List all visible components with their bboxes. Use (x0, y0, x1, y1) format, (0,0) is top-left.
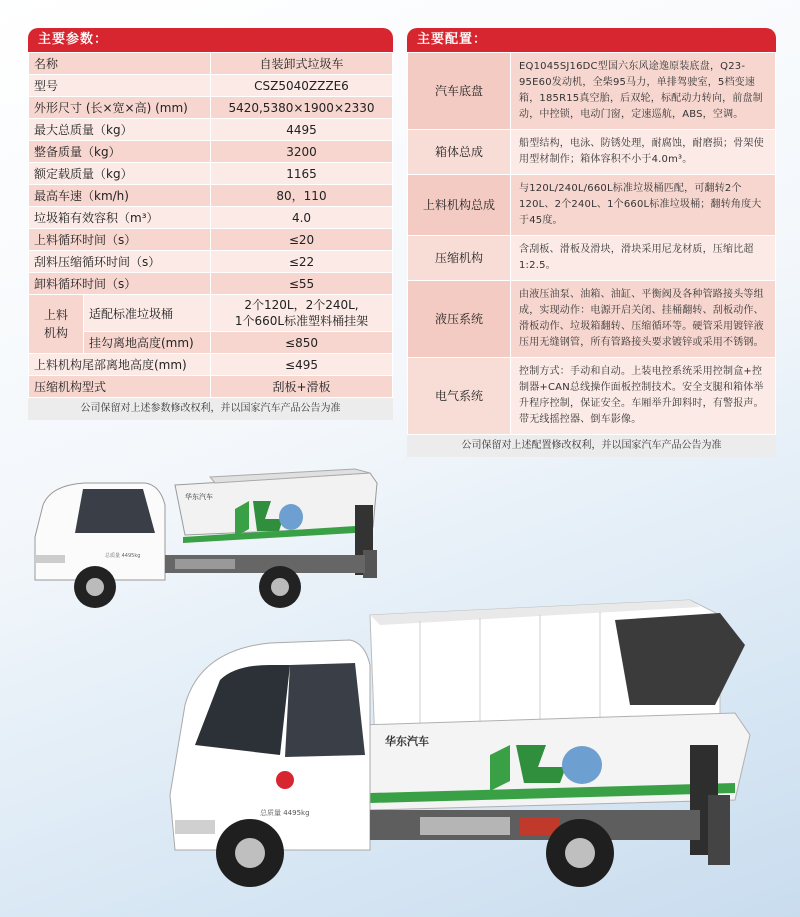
parameter-group-label (29, 295, 84, 354)
truck-main-weight: 总质量 4495kg (260, 809, 310, 817)
config-name: 上料机构总成 (408, 175, 511, 236)
parameter-value: 4495 (211, 119, 393, 141)
config-row (408, 236, 776, 281)
parameter-row (29, 185, 393, 207)
parameters-note: 公司保留对上述参数修改权利，并以国家汽车产品公告为准 (28, 398, 393, 420)
config-row (408, 358, 776, 435)
parameter-value (211, 295, 393, 332)
parameter-row (29, 207, 393, 229)
parameter-label: 额定载质量（kg） (29, 163, 211, 185)
parameters-header: 主要参数： (28, 28, 393, 52)
config-description: 含刮板、滑板及滑块，滑块采用尼龙材质，压缩比超1:2.5。 (511, 236, 776, 281)
configuration-header: 主要配置： (407, 28, 776, 52)
parameter-value: ≤55 (211, 273, 393, 295)
configuration-note: 公司保留对上述配置修改权利，并以国家汽车产品公告为准 (407, 435, 776, 457)
parameter-label: 最大总质量（kg） (29, 119, 211, 141)
configuration-panel (407, 28, 776, 457)
parameter-row (29, 163, 393, 185)
parameter-label: 卸料循环时间（s） (29, 273, 211, 295)
parameter-row (29, 354, 393, 376)
parameter-value: ≤22 (211, 251, 393, 273)
parameter-value: 3200 (211, 141, 393, 163)
parameter-row (29, 229, 393, 251)
parameter-value: ≤20 (211, 229, 393, 251)
config-description: 控制方式：手动和自动。上装电控系统采用控制盒+控制器+CAN总线操作面板控制技术。安全支腿和箱体举升程序控制，保证安全。车厢举升卸料时，有警报声。带无线摇控器、倒车影像。 (511, 358, 776, 435)
parameter-label: 上料循环时间（s） (29, 229, 211, 251)
parameter-row (29, 53, 393, 75)
parameter-label: 适配标准垃圾桶 (84, 295, 211, 332)
parameter-label: 上料机构尾部离地高度(mm) (29, 354, 211, 376)
parameter-label: 型号 (29, 75, 211, 97)
parameter-row (29, 332, 393, 354)
parameter-value: 1165 (211, 163, 393, 185)
config-name: 电气系统 (408, 358, 511, 435)
config-name: 汽车底盘 (408, 53, 511, 130)
value-line2: 1个660L标准塑料桶挂架 (234, 314, 369, 328)
parameter-value: 5420,5380×1900×2330 (211, 97, 393, 119)
config-row (408, 175, 776, 236)
parameter-value: 4.0 (211, 207, 393, 229)
parameter-label: 外形尺寸 (长×宽×高) (mm) (29, 97, 211, 119)
parameter-label: 刮料压缩循环时间（s） (29, 251, 211, 273)
configuration-table (407, 52, 776, 435)
parameters-table (28, 52, 393, 398)
parameters-panel (28, 28, 393, 420)
parameter-value: ≤850 (211, 332, 393, 354)
config-name: 液压系统 (408, 281, 511, 358)
parameter-row (29, 273, 393, 295)
parameter-value: ≤495 (211, 354, 393, 376)
truck-main-brand: 华东汽车 (385, 735, 429, 748)
truck-side-brand: 华东汽车 (185, 493, 213, 501)
parameter-row (29, 376, 393, 398)
parameter-label: 最高车速（km/h) (29, 185, 211, 207)
parameter-label: 整备质量（kg） (29, 141, 211, 163)
parameter-row (29, 119, 393, 141)
config-description: 与120L/240L/660L标准垃圾桶匹配，可翻转2个120L、2个240L、1个660L标准垃圾桶；翻转角度大于45度。 (511, 175, 776, 236)
truck-main-image (160, 595, 780, 895)
config-row (408, 281, 776, 358)
config-row (408, 53, 776, 130)
parameter-value: CSZ5040ZZZE6 (211, 75, 393, 97)
parameter-row (29, 295, 393, 332)
parameter-value: 刮板+滑板 (211, 376, 393, 398)
truck-side-weight: 总质量 4495kg (105, 553, 141, 559)
parameter-row (29, 251, 393, 273)
parameter-label: 挂勾离地高度(mm) (84, 332, 211, 354)
group-label-line2: 机构 (43, 326, 68, 340)
config-name: 箱体总成 (408, 130, 511, 175)
parameter-value: 80，110 (211, 185, 393, 207)
group-label-line1: 上料 (43, 308, 68, 322)
parameter-label: 垃圾箱有效容积（m³） (29, 207, 211, 229)
parameter-label: 压缩机构型式 (29, 376, 211, 398)
parameter-value: 自装卸式垃圾车 (211, 53, 393, 75)
parameter-row (29, 97, 393, 119)
value-line1: 2个120L，2个240L, (244, 298, 359, 312)
config-description: 船型结构，电泳、防锈处理，耐腐蚀，耐磨损；骨架使用型材制作；箱体容积不小于4.0m³。 (511, 130, 776, 175)
parameter-label: 名称 (29, 53, 211, 75)
parameter-row (29, 141, 393, 163)
parameter-row (29, 75, 393, 97)
config-description: EQ1045SJ16DC型国六东风途逸原装底盘，Q23-95E60发动机，全柴95马力，单排驾驶室，5档变速箱，185R15真空胎，后双轮，标配动力转向，前盘制动，中控锁，电动门窗，定速巡航，ABS，空调。 (511, 53, 776, 130)
config-description: 由液压油泵、油箱、油缸、平衡阀及各种管路接头等组成，实现动作：电源开启关闭、挂桶翻转、刮板动作、滑板动作、垃圾箱翻转、压缩循环等。硬管采用镀锌液压用无缝钢管，所有管路接头要求镀锌或采用不锈钢。 (511, 281, 776, 358)
config-row (408, 130, 776, 175)
config-name: 压缩机构 (408, 236, 511, 281)
